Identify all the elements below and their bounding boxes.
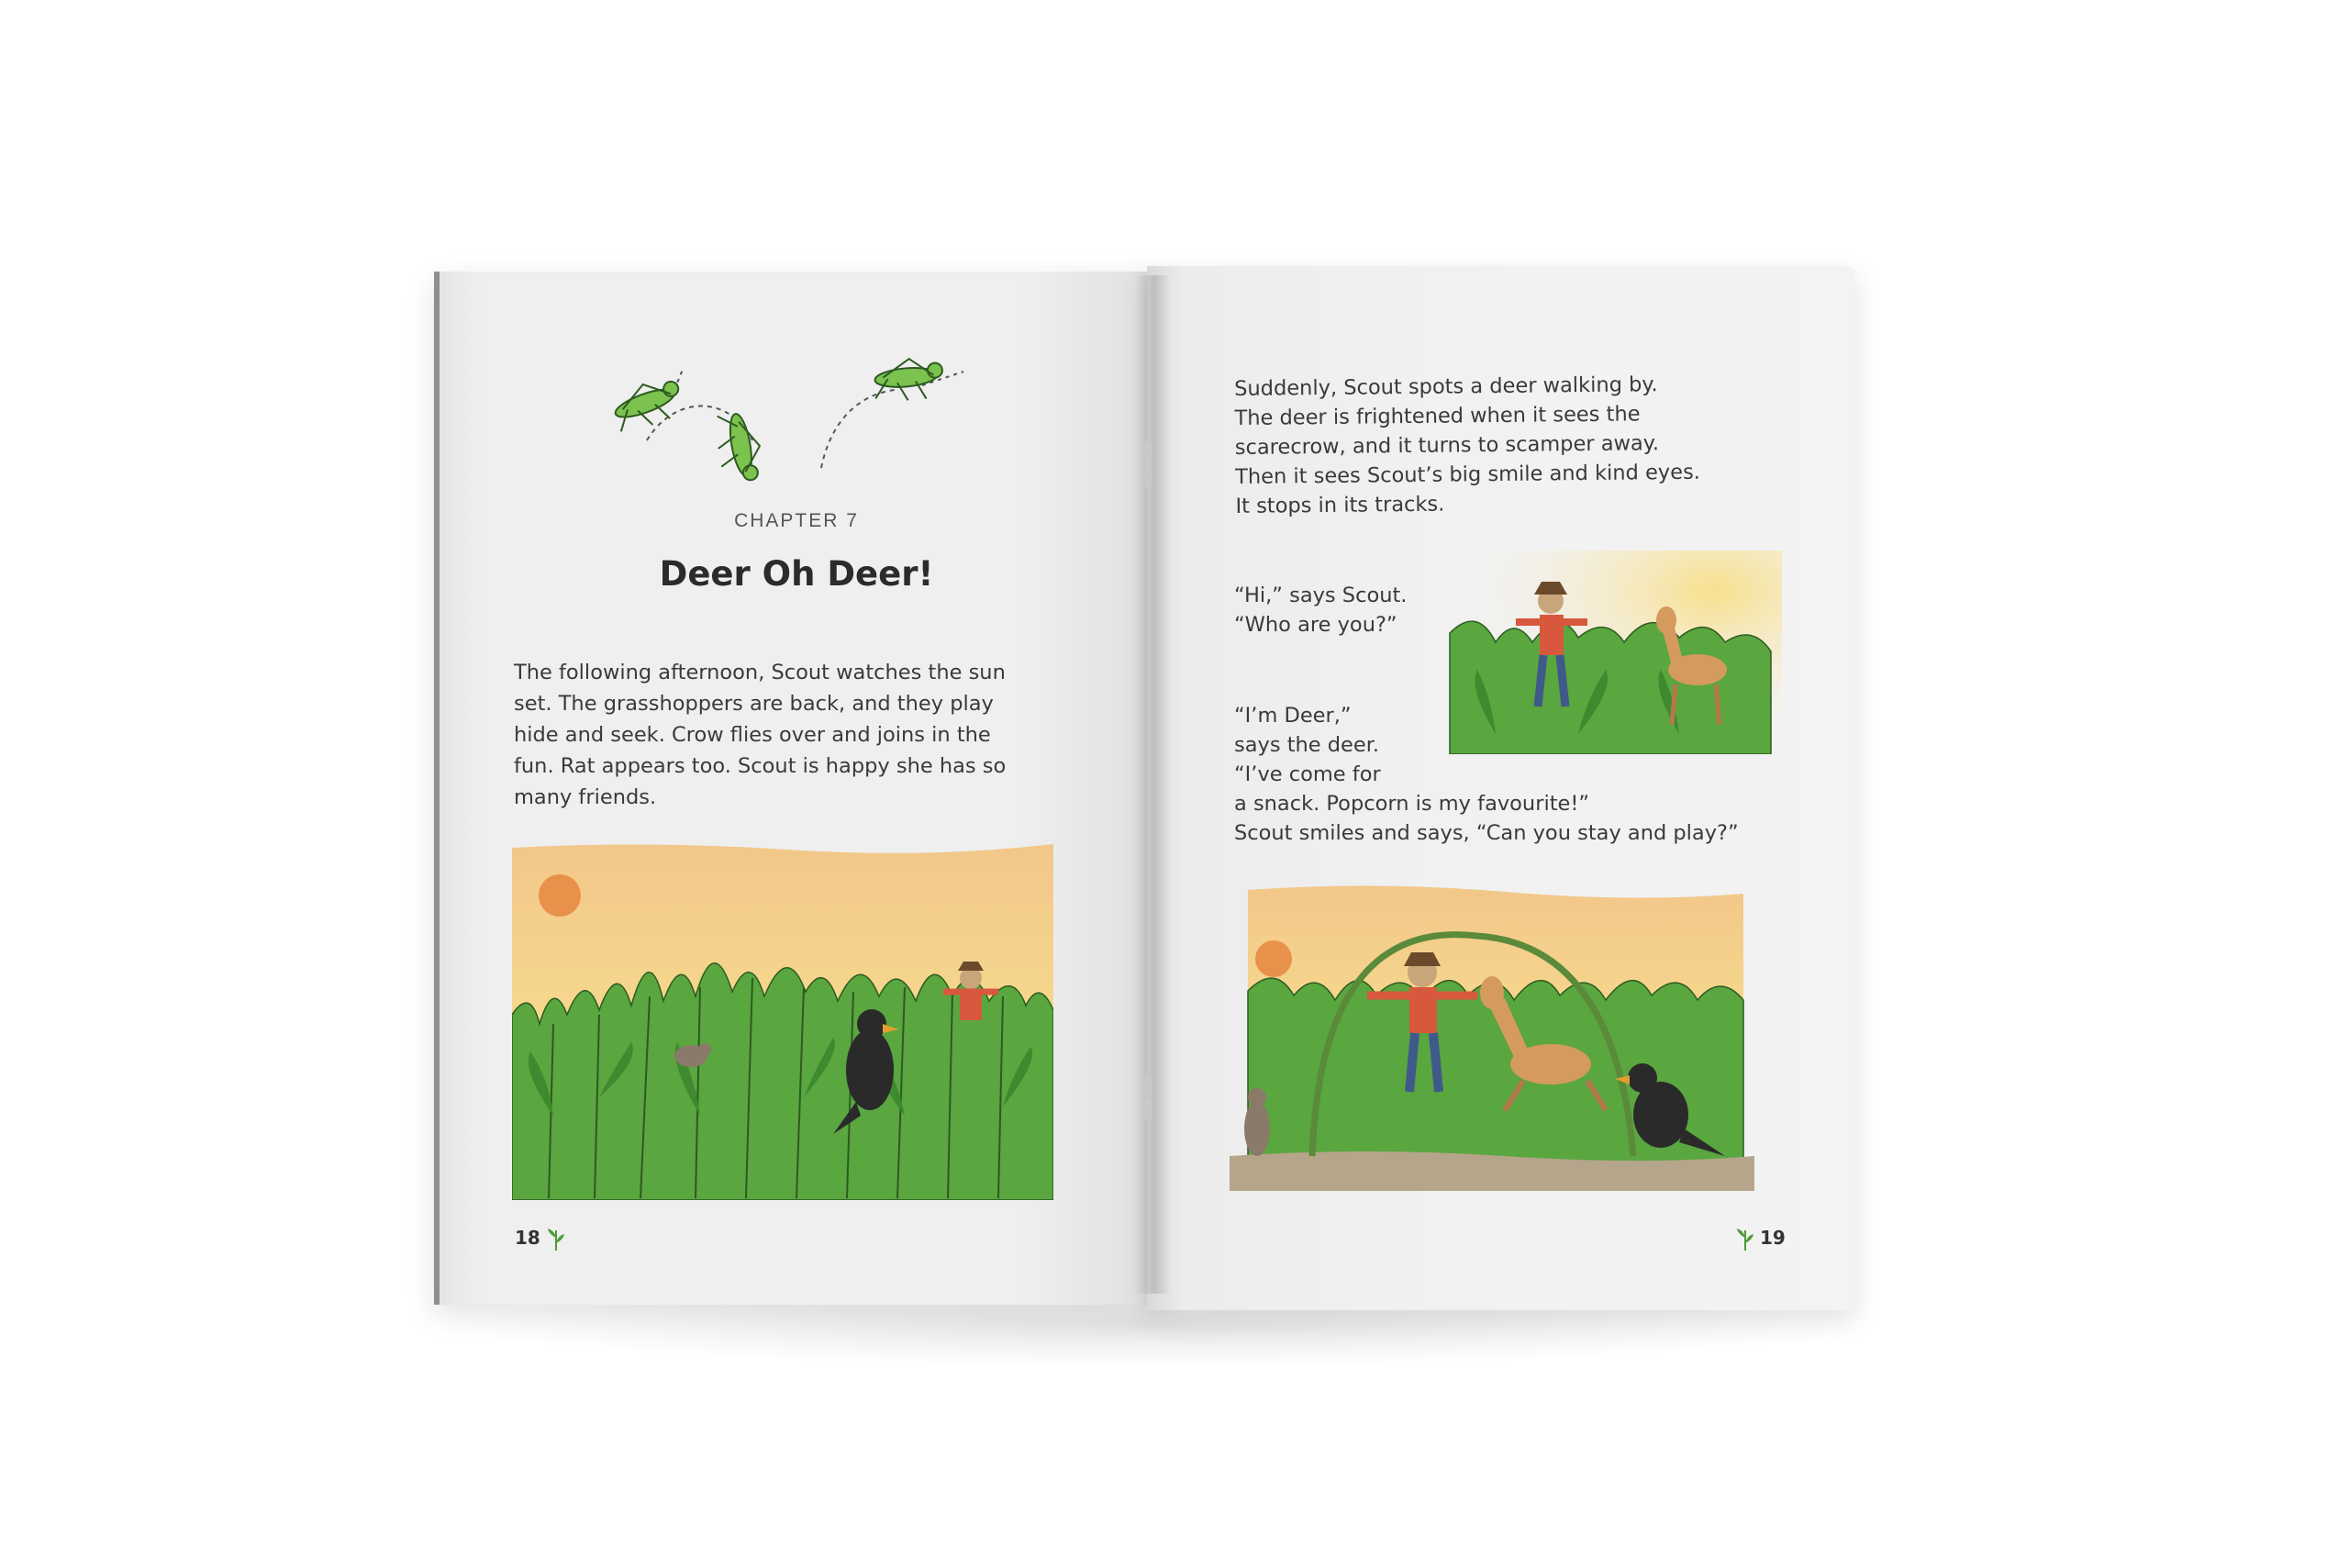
sun-icon — [539, 874, 581, 917]
scarecrow-meets-deer-illustration — [1441, 550, 1782, 754]
sprout-icon — [1734, 1225, 1756, 1252]
staple-bottom — [1144, 1073, 1152, 1097]
text-line: “I’m Deer,” — [1234, 704, 1352, 728]
grasshopper-3 — [873, 356, 945, 403]
grasshoppers-illustration — [592, 339, 977, 495]
chapter-title: Deer Oh Deer! — [659, 554, 934, 594]
chapter-label: CHAPTER 7 — [734, 510, 859, 531]
text-line: scarecrow, and it turns to scamper away. — [1234, 431, 1660, 460]
sprout-icon — [545, 1225, 567, 1252]
page-number-left: 18 — [515, 1227, 540, 1249]
scarecrow-deer-crow-rat-illustration — [1230, 881, 1754, 1191]
text-line: says the deer. — [1234, 733, 1380, 757]
text-line: It stops in its tracks. — [1235, 492, 1445, 518]
page-number-right: 19 — [1760, 1227, 1786, 1249]
text-line: “Who are you?” — [1234, 613, 1397, 637]
sunset-cornfield-illustration — [512, 840, 1053, 1200]
left-paragraph: The following afternoon, Scout watches the sun set. The grasshoppers are back, and they play hide and seek. Crow flies over and joins in the fun. Rat appears too. Scout is happy she has so many friends. — [514, 661, 1007, 809]
text-line: “I’ve come for — [1234, 762, 1381, 786]
grasshopper-2 — [713, 410, 765, 485]
right-paragraph-2 — [1234, 581, 1473, 639]
rat-icon — [1244, 1088, 1270, 1156]
text-line: The deer is frightened when it sees the — [1234, 402, 1641, 430]
text-line: Then it sees Scout’s big smile and kind eyes. — [1235, 460, 1701, 489]
staple-top — [1144, 440, 1152, 464]
text-line: Suddenly, Scout spots a deer walking by. — [1234, 373, 1658, 401]
right-paragraph-1 — [1234, 369, 1750, 521]
text-line: Scout smiles and says, “Can you stay and play?” — [1234, 821, 1739, 845]
sun-icon — [1255, 940, 1292, 977]
grasshopper-1 — [608, 373, 687, 436]
book-gutter — [1134, 275, 1171, 1294]
staple-top-2 — [1144, 464, 1152, 488]
staple-bottom-2 — [1144, 1097, 1152, 1121]
text-line: “Hi,” says Scout. — [1234, 584, 1408, 607]
text-line: a snack. Popcorn is my favourite!” — [1234, 792, 1590, 816]
